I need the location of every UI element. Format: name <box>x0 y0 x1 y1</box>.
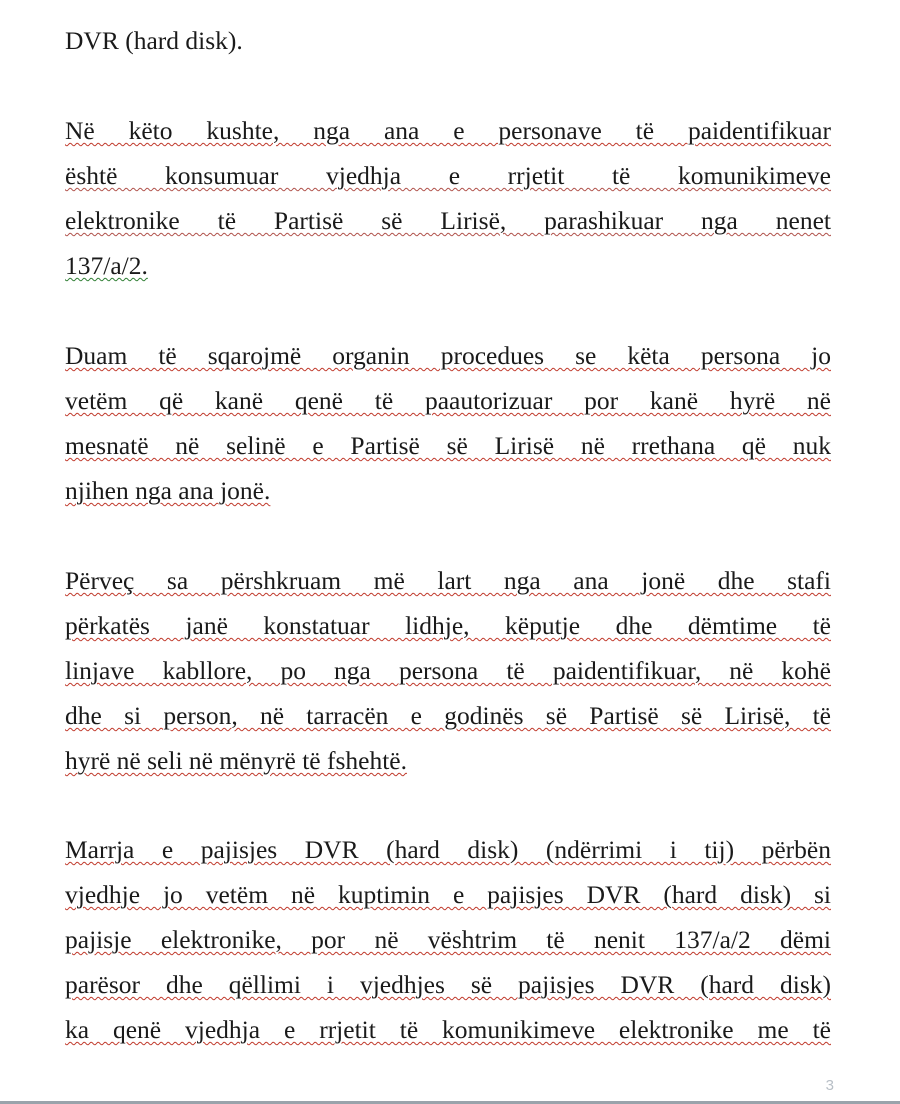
text-line: parësor dhe qëllimi i vjedhjes së pajisjes DVR (hard disk) <box>65 970 831 999</box>
text-line: DVR (hard disk). <box>65 26 243 55</box>
document-text-body[interactable] <box>65 18 831 1052</box>
text-line: është konsumuar vjedhja e rrjetit të komunikimeve <box>65 161 831 190</box>
text-line: mesnatë në selinë e Partisë së Lirisë në rrethana që nuk <box>65 431 831 460</box>
text-line: dhe si person, në tarracën e godinës së Partisë së Lirisë, të <box>65 701 831 730</box>
text-line: 137/a/2. <box>65 251 148 280</box>
text-line: përkatës janë konstatuar lidhje, këputje dhe dëmtime të <box>65 611 831 640</box>
paragraph-spacer <box>65 63 831 108</box>
text-line: pajisje elektronike, por në vështrim të nenit 137/a/2 dëmi <box>65 925 831 954</box>
text-line: ka qenë vjedhja e rrjetit të komunikimeve elektronike me të <box>65 1015 831 1044</box>
text-line: Në këto kushte, nga ana e personave të paidentifikuar <box>65 116 831 145</box>
paragraph-spacer <box>65 288 831 333</box>
paragraph-2[interactable] <box>65 108 831 288</box>
text-line: vjedhje jo vetëm në kuptimin e pajisjes DVR (hard disk) si <box>65 880 831 909</box>
text-line: Duam të sqarojmë organin procedues se këta persona jo <box>65 341 831 370</box>
text-line: linjave kabllore, po nga persona të paidentifikuar, në kohë <box>65 656 831 685</box>
paragraph-spacer <box>65 513 831 558</box>
page-number: 3 <box>825 1077 834 1094</box>
paragraph-4[interactable] <box>65 558 831 783</box>
paragraph-1[interactable] <box>65 18 831 63</box>
paragraph-5[interactable] <box>65 827 831 1052</box>
text-line: Marrja e pajisjes DVR (hard disk) (ndërrimi i tij) përbën <box>65 835 831 864</box>
text-line: Përveç sa përshkruam më lart nga ana jonë dhe stafi <box>65 566 831 595</box>
text-line: elektronike të Partisë së Lirisë, parashikuar nga nenet <box>65 206 831 235</box>
paragraph-3[interactable] <box>65 333 831 513</box>
text-line: hyrë në seli në mënyrë të fshehtë. <box>65 746 407 775</box>
text-line: njihen nga ana jonë. <box>65 476 271 505</box>
text-line: vetëm që kanë qenë të paautorizuar por kanë hyrë në <box>65 386 831 415</box>
paragraph-spacer <box>65 783 831 827</box>
